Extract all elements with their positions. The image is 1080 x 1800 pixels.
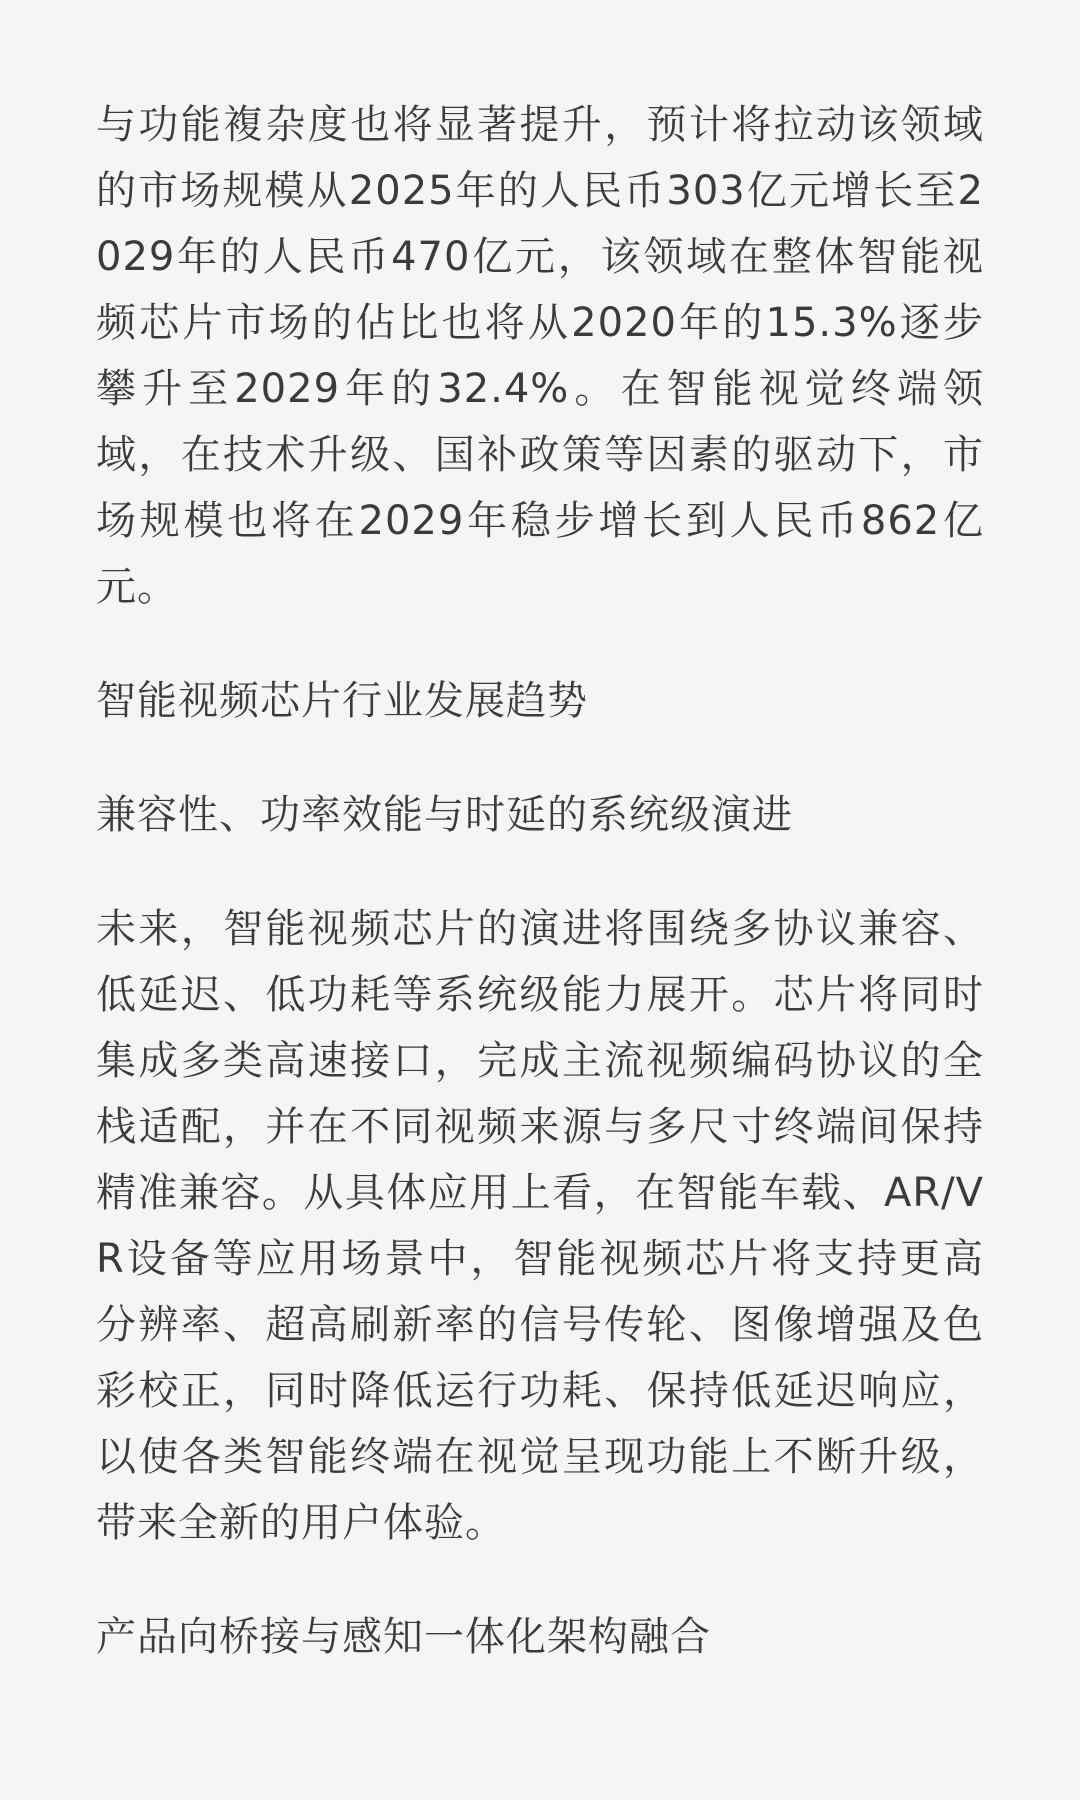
compatibility-paragraph: 未来，智能视频芯片的演进将围绕多协议兼容、低延迟、低功耗等系统级能力展开。芯片将同时集成多类高速接口，完成主流视频编码协议的全栈适配，并在不同视频来源与多尺寸终端间保持精准兼容。从具体应用上看，在智能车载、AR/VR设备等应用场景中，智能视频芯片将支持更高分辨率、超高刷新率的信号传轮、图像增强及色彩校正，同时降低运行功耗、保持低延迟响应，以使各类智能终端在视觉呈现功能上不断升级，带来全新的用户体验。: [96, 906, 984, 1546]
subsection-heading-architecture: 产品向桥接与感知一体化架构融合: [96, 1614, 711, 1660]
market-size-paragraph: 与功能複杂度也将显著提升，预计将拉动该领域的市场规模从2025年的人民币303亿元增长至2029年的人民币470亿元，该领域在整体智能视频芯片市场的佔比也将从2020年的15.3%逐步攀升至2029年的32.4%。在智能视觉终端领域，在技术升级、国补政策等因素的驱动下，市场规模也将在2029年稳步增长到人民币862亿元。: [96, 102, 984, 610]
section-heading-trends: 智能视频芯片行业发展趋势: [96, 678, 588, 724]
subsection-heading-compatibility: 兼容性、功率效能与时延的系统级演进: [96, 792, 793, 838]
